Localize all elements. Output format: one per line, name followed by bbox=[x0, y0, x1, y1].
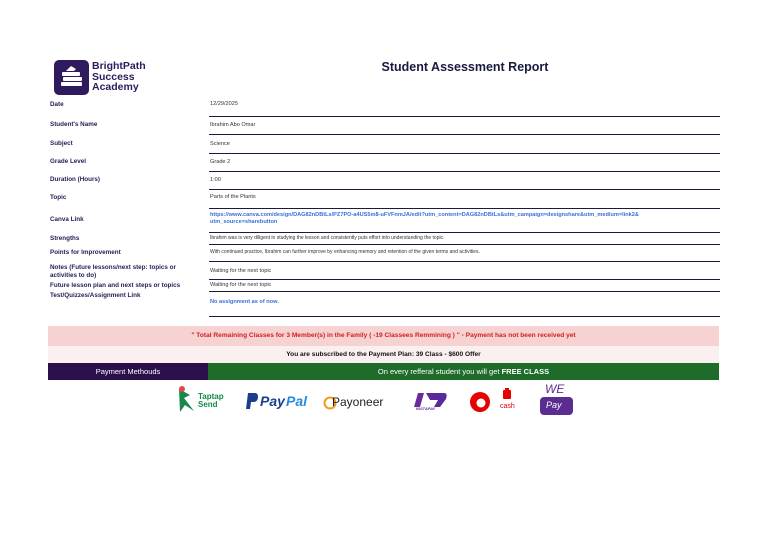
taptap-line1: Taptap bbox=[198, 392, 224, 401]
field-label: Test/Quizzes/Assignment Link bbox=[50, 292, 141, 299]
field-label: Student's Name bbox=[50, 121, 98, 128]
referral-highlight: FREE CLASS bbox=[501, 367, 550, 376]
field-label: Future lesson plan and next steps or topics bbox=[50, 282, 181, 289]
we-pay-logo bbox=[539, 382, 577, 417]
wepay-text: Pay bbox=[546, 400, 562, 410]
vodafone-cash-logo bbox=[469, 385, 521, 417]
field-value: Ibrahim Abo Omar bbox=[210, 122, 256, 128]
payoneer-logo bbox=[323, 385, 397, 417]
divider bbox=[209, 261, 720, 262]
divider bbox=[209, 208, 720, 209]
paypal-logo bbox=[246, 385, 314, 417]
academy-logo bbox=[54, 60, 174, 96]
field-label: Strengths bbox=[50, 235, 80, 242]
assignment-link[interactable]: No assignment as of now. bbox=[210, 299, 279, 305]
academy-name-line3: Academy bbox=[92, 81, 139, 93]
referral-banner bbox=[208, 363, 719, 380]
field-label: Notes (Future lessons/next step: topics or activities to do) bbox=[50, 264, 176, 279]
books-logo-icon bbox=[54, 60, 89, 95]
vodafone-cash-text: cash bbox=[500, 403, 515, 410]
report-title: Student Assessment Report bbox=[381, 60, 549, 74]
payment-methods-label: Payment Methouds bbox=[48, 363, 208, 380]
divider bbox=[209, 189, 720, 190]
field-label: Points for Improvement bbox=[50, 249, 121, 256]
cash-bag-icon bbox=[502, 388, 512, 400]
instapay-logo bbox=[414, 385, 450, 417]
taptap-send-logo bbox=[176, 385, 236, 417]
referral-text: On every refferal student you will get bbox=[377, 367, 502, 376]
academy-name bbox=[92, 61, 146, 93]
field-value: With continued practice, Ibrahim can further improve by enhancing memory and retention of the given terms and activities. bbox=[210, 249, 480, 255]
paypal-icon bbox=[246, 393, 258, 411]
remaining-classes-banner: " Total Remaining Classes for 3 Member(s) in the Family ( -19 Classees Remmining ) " - Payment has not been received yet bbox=[48, 326, 719, 346]
field-value: Grade 2 bbox=[210, 159, 231, 165]
field-label: Date bbox=[50, 101, 64, 108]
payoneer-text: Payoneer bbox=[332, 395, 384, 409]
divider bbox=[209, 244, 720, 245]
instapay-text: INSTAPAY bbox=[416, 406, 436, 411]
field-label: Canva Link bbox=[50, 216, 84, 223]
field-label: Duration (Hours) bbox=[50, 176, 101, 183]
field-value: 12/29/2025 bbox=[210, 101, 238, 107]
field-value: Waiting for the next topic bbox=[210, 268, 272, 274]
taptap-line2: Send bbox=[198, 400, 218, 409]
canva-link[interactable]: https://www.canva.com/design/DAG82nDBtLs/PZ7PO-a4US5m8-uFVFnmJA/edit?utm_content=DAG82nDBtLs&utm_campaign=designshare&utm_medium=link2&utm_source=sharebutton bbox=[210, 212, 639, 225]
academy-name-line2: Success bbox=[92, 70, 135, 83]
divider bbox=[209, 232, 720, 233]
we-text: WE bbox=[545, 382, 565, 396]
divider bbox=[209, 153, 720, 154]
divider bbox=[209, 279, 720, 280]
divider bbox=[209, 134, 720, 135]
divider bbox=[209, 171, 720, 172]
taptap-icon bbox=[176, 385, 198, 415]
field-label: Subject bbox=[50, 140, 73, 147]
field-value: Parts of the Plants bbox=[210, 194, 256, 200]
divider bbox=[209, 116, 720, 117]
field-value: 1:00 bbox=[210, 177, 221, 183]
divider bbox=[209, 291, 720, 292]
academy-name-line1: BrightPath bbox=[92, 60, 146, 72]
field-value: Ibrahim was is very diligent in studying the lesson and consistently puts effort into understanding the topic. bbox=[210, 235, 445, 241]
payment-plan-banner: You are subscribed to the Payment Plan: 39 Class - $600 Offer bbox=[48, 346, 719, 363]
paypal-text-a: Pay bbox=[260, 393, 285, 409]
field-label: Grade Level bbox=[50, 158, 87, 165]
vodafone-icon bbox=[469, 391, 491, 413]
field-value: Science bbox=[210, 141, 230, 147]
divider bbox=[209, 316, 720, 317]
paypal-text-b: Pal bbox=[286, 393, 308, 409]
field-value: Waiting for the next topic bbox=[210, 282, 272, 288]
field-label: Topic bbox=[50, 194, 67, 201]
wepay-badge bbox=[540, 397, 573, 415]
